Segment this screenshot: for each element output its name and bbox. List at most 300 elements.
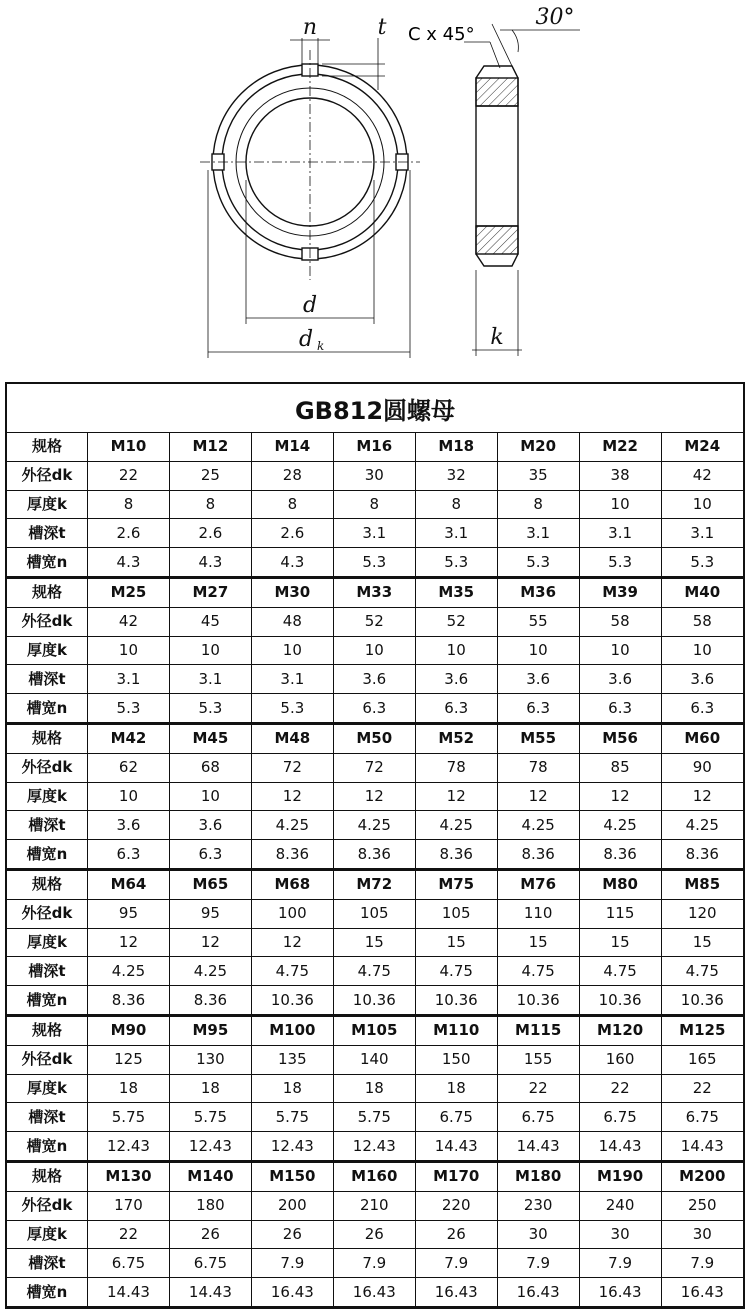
table-cell: 150 (415, 1045, 497, 1074)
row-label-slot-depth: 槽深t (7, 957, 88, 986)
table-cell: 105 (333, 899, 415, 928)
table-cell: 48 (251, 607, 333, 636)
table-cell: 180 (169, 1191, 251, 1220)
table-cell: 12 (415, 782, 497, 811)
table-cell: M55 (497, 723, 579, 753)
table-cell: 10 (579, 636, 661, 665)
table-cell: 240 (579, 1191, 661, 1220)
spec-grid (7, 433, 743, 1307)
table-cell: 5.3 (579, 548, 661, 578)
table-row (7, 1220, 743, 1249)
table-cell: 72 (333, 753, 415, 782)
table-cell: M25 (88, 577, 170, 607)
row-label-slot-depth: 槽深t (7, 519, 88, 548)
row-label-outer: 外径dk (7, 1191, 88, 1220)
table-row (7, 986, 743, 1016)
table-cell: 10 (497, 636, 579, 665)
table-row (7, 577, 743, 607)
table-cell: 22 (661, 1074, 743, 1103)
table-cell: 8.36 (251, 840, 333, 870)
table-cell: M33 (333, 577, 415, 607)
table-cell: 250 (661, 1191, 743, 1220)
row-label-slot-width: 槽宽n (7, 1278, 88, 1307)
table-row (7, 869, 743, 899)
table-row (7, 723, 743, 753)
table-cell: 68 (169, 753, 251, 782)
table-cell: 7.9 (579, 1249, 661, 1278)
table-cell: 4.75 (415, 957, 497, 986)
table-cell: 26 (169, 1220, 251, 1249)
table-cell: 6.3 (169, 840, 251, 870)
table-cell: 7.9 (333, 1249, 415, 1278)
row-label-spec: 规格 (7, 433, 88, 461)
round-nut-drawing (0, 0, 750, 380)
table-cell: M12 (169, 433, 251, 461)
table-cell: M30 (251, 577, 333, 607)
table-cell: 15 (661, 928, 743, 957)
table-cell: M18 (415, 433, 497, 461)
table-cell: 78 (415, 753, 497, 782)
table-row (7, 1161, 743, 1191)
table-row (7, 1045, 743, 1074)
table-cell: 115 (579, 899, 661, 928)
table-cell: 6.3 (88, 840, 170, 870)
table-cell: 15 (333, 928, 415, 957)
table-cell: M64 (88, 869, 170, 899)
table-cell: 5.3 (88, 694, 170, 724)
table-cell: 12.43 (251, 1132, 333, 1162)
table-row (7, 519, 743, 548)
table-cell: 125 (88, 1045, 170, 1074)
table-cell: 120 (661, 899, 743, 928)
table-cell: 58 (661, 607, 743, 636)
table-row (7, 1074, 743, 1103)
table-cell: 14.43 (579, 1132, 661, 1162)
table-cell: 3.1 (88, 665, 170, 694)
row-label-spec: 规格 (7, 577, 88, 607)
table-cell: M16 (333, 433, 415, 461)
table-cell: 10 (579, 490, 661, 519)
table-cell: M200 (661, 1161, 743, 1191)
table-cell: 22 (579, 1074, 661, 1103)
table-cell: M39 (579, 577, 661, 607)
table-row (7, 840, 743, 870)
table-cell: 100 (251, 899, 333, 928)
table-cell: 8 (169, 490, 251, 519)
table-cell: 3.1 (251, 665, 333, 694)
label-t: t (377, 15, 387, 40)
row-label-outer: 外径dk (7, 461, 88, 490)
table-cell: 5.75 (169, 1103, 251, 1132)
table-cell: 35 (497, 461, 579, 490)
table-cell: 14.43 (88, 1278, 170, 1307)
table-cell: 7.9 (661, 1249, 743, 1278)
table-cell: 5.3 (661, 548, 743, 578)
table-cell: 3.6 (497, 665, 579, 694)
table-cell: 10.36 (333, 986, 415, 1016)
table-cell: 8.36 (415, 840, 497, 870)
table-cell: M85 (661, 869, 743, 899)
row-label-slot-width: 槽宽n (7, 986, 88, 1016)
table-cell: 4.25 (497, 811, 579, 840)
table-cell: 42 (88, 607, 170, 636)
table-cell: M76 (497, 869, 579, 899)
label-d: d (302, 293, 318, 318)
table-cell: 22 (88, 1220, 170, 1249)
table-cell: 18 (333, 1074, 415, 1103)
table-cell: 5.3 (169, 694, 251, 724)
table-cell: 165 (661, 1045, 743, 1074)
row-label-thickness: 厚度k (7, 1074, 88, 1103)
table-cell: M105 (333, 1015, 415, 1045)
table-cell: 8 (415, 490, 497, 519)
side-view (464, 24, 580, 356)
table-cell: 8.36 (497, 840, 579, 870)
table-cell: 10.36 (251, 986, 333, 1016)
table-cell: 3.6 (579, 665, 661, 694)
row-label-thickness: 厚度k (7, 782, 88, 811)
table-cell: 7.9 (251, 1249, 333, 1278)
table-cell: 3.1 (661, 519, 743, 548)
table-cell: 25 (169, 461, 251, 490)
label-dk: d (298, 327, 314, 352)
table-cell: 16.43 (579, 1278, 661, 1307)
table-cell: 16.43 (251, 1278, 333, 1307)
table-cell: 4.3 (169, 548, 251, 578)
table-cell: M10 (88, 433, 170, 461)
table-cell: 10 (169, 782, 251, 811)
table-title: GB812圆螺母 (7, 384, 743, 433)
table-cell: 3.6 (661, 665, 743, 694)
table-row (7, 957, 743, 986)
table-cell: 10.36 (661, 986, 743, 1016)
table-cell: M140 (169, 1161, 251, 1191)
table-cell: 6.75 (661, 1103, 743, 1132)
row-label-slot-depth: 槽深t (7, 1249, 88, 1278)
label-n: n (302, 15, 318, 40)
table-cell: 90 (661, 753, 743, 782)
table-cell: 18 (251, 1074, 333, 1103)
table-cell: 8.36 (333, 840, 415, 870)
table-cell: 4.25 (333, 811, 415, 840)
table-cell: 5.75 (251, 1103, 333, 1132)
row-label-outer: 外径dk (7, 607, 88, 636)
label-k: k (490, 325, 504, 350)
table-cell: 3.6 (415, 665, 497, 694)
row-label-outer: 外径dk (7, 899, 88, 928)
table-cell: 14.43 (415, 1132, 497, 1162)
table-cell: 14.43 (497, 1132, 579, 1162)
table-cell: M27 (169, 577, 251, 607)
table-cell: 8 (333, 490, 415, 519)
table-row (7, 1278, 743, 1307)
table-cell: 58 (579, 607, 661, 636)
table-cell: 4.75 (497, 957, 579, 986)
table-cell: 14.43 (661, 1132, 743, 1162)
label-dk-subscript: k (317, 339, 325, 353)
table-cell: 3.1 (497, 519, 579, 548)
table-cell: 2.6 (169, 519, 251, 548)
row-label-slot-width: 槽宽n (7, 694, 88, 724)
row-label-spec: 规格 (7, 723, 88, 753)
table-cell: 12 (88, 928, 170, 957)
table-cell: 10 (251, 636, 333, 665)
table-cell: 3.1 (579, 519, 661, 548)
table-cell: 4.25 (88, 957, 170, 986)
table-cell: M24 (661, 433, 743, 461)
table-cell: 7.9 (497, 1249, 579, 1278)
table-cell: 8.36 (88, 986, 170, 1016)
row-label-spec: 规格 (7, 1161, 88, 1191)
table-cell: 4.25 (169, 957, 251, 986)
table-cell: 12 (497, 782, 579, 811)
table-cell: 3.1 (415, 519, 497, 548)
table-cell: 52 (415, 607, 497, 636)
table-cell: 10 (88, 636, 170, 665)
table-cell: M20 (497, 433, 579, 461)
row-label-slot-depth: 槽深t (7, 1103, 88, 1132)
table-cell: M56 (579, 723, 661, 753)
table-cell: 16.43 (497, 1278, 579, 1307)
table-cell: 4.25 (415, 811, 497, 840)
table-cell: M36 (497, 577, 579, 607)
table-row (7, 899, 743, 928)
table-row (7, 753, 743, 782)
table-row (7, 811, 743, 840)
table-cell: 8.36 (661, 840, 743, 870)
table-cell: 62 (88, 753, 170, 782)
table-cell: M100 (251, 1015, 333, 1045)
table-cell: 2.6 (88, 519, 170, 548)
table-cell: 38 (579, 461, 661, 490)
table-cell: 12 (333, 782, 415, 811)
table-cell: M65 (169, 869, 251, 899)
table-cell: 14.43 (169, 1278, 251, 1307)
table-cell: 10 (415, 636, 497, 665)
label-angle: 30° (535, 5, 575, 30)
table-cell: 6.75 (415, 1103, 497, 1132)
table-cell: 12 (251, 928, 333, 957)
table-cell: M190 (579, 1161, 661, 1191)
table-row (7, 1249, 743, 1278)
table-cell: 15 (497, 928, 579, 957)
row-label-thickness: 厚度k (7, 1220, 88, 1249)
row-label-outer: 外径dk (7, 753, 88, 782)
table-cell: 6.3 (661, 694, 743, 724)
table-cell: 18 (169, 1074, 251, 1103)
table-cell: M125 (661, 1015, 743, 1045)
table-cell: 18 (415, 1074, 497, 1103)
table-cell: 3.6 (169, 811, 251, 840)
table-cell: 85 (579, 753, 661, 782)
table-row (7, 490, 743, 519)
table-cell: 4.75 (333, 957, 415, 986)
table-cell: 78 (497, 753, 579, 782)
table-row (7, 548, 743, 578)
table-cell: M115 (497, 1015, 579, 1045)
table-cell: 30 (497, 1220, 579, 1249)
table-cell: 16.43 (333, 1278, 415, 1307)
table-cell: 26 (251, 1220, 333, 1249)
table-cell: 4.3 (251, 548, 333, 578)
table-cell: 26 (333, 1220, 415, 1249)
table-cell: 10.36 (579, 986, 661, 1016)
row-label-thickness: 厚度k (7, 928, 88, 957)
table-cell: 55 (497, 607, 579, 636)
table-cell: 140 (333, 1045, 415, 1074)
table-cell: M48 (251, 723, 333, 753)
table-cell: 8.36 (579, 840, 661, 870)
table-row (7, 694, 743, 724)
row-label-thickness: 厚度k (7, 636, 88, 665)
table-cell: 5.3 (497, 548, 579, 578)
table-cell: 5.3 (333, 548, 415, 578)
table-row (7, 665, 743, 694)
table-cell: 210 (333, 1191, 415, 1220)
row-label-spec: 规格 (7, 869, 88, 899)
table-cell: M80 (579, 869, 661, 899)
table-cell: 10 (333, 636, 415, 665)
table-cell: 6.3 (579, 694, 661, 724)
table-cell: 6.3 (415, 694, 497, 724)
table-cell: M130 (88, 1161, 170, 1191)
table-cell: M35 (415, 577, 497, 607)
table-cell: 6.75 (169, 1249, 251, 1278)
row-label-slot-depth: 槽深t (7, 665, 88, 694)
table-row (7, 461, 743, 490)
table-cell: 160 (579, 1045, 661, 1074)
table-cell: M45 (169, 723, 251, 753)
table-row (7, 1015, 743, 1045)
table-cell: 4.75 (579, 957, 661, 986)
table-cell: 130 (169, 1045, 251, 1074)
table-cell: 10 (661, 636, 743, 665)
table-cell: 3.6 (88, 811, 170, 840)
table-cell: 170 (88, 1191, 170, 1220)
table-cell: 4.25 (251, 811, 333, 840)
table-row (7, 1103, 743, 1132)
table-cell: 6.3 (333, 694, 415, 724)
table-cell: 5.3 (251, 694, 333, 724)
row-label-slot-depth: 槽深t (7, 811, 88, 840)
table-cell: M150 (251, 1161, 333, 1191)
row-label-thickness: 厚度k (7, 490, 88, 519)
table-cell: 18 (88, 1074, 170, 1103)
table-cell: 12.43 (169, 1132, 251, 1162)
table-cell: M42 (88, 723, 170, 753)
table-row (7, 1191, 743, 1220)
table-cell: 10 (169, 636, 251, 665)
table-cell: M90 (88, 1015, 170, 1045)
spec-table (5, 382, 745, 1309)
table-cell: 110 (497, 899, 579, 928)
table-cell: 15 (579, 928, 661, 957)
table-cell: M68 (251, 869, 333, 899)
table-cell: 135 (251, 1045, 333, 1074)
table-cell: M50 (333, 723, 415, 753)
table-cell: M95 (169, 1015, 251, 1045)
table-cell: 10.36 (497, 986, 579, 1016)
table-cell: M22 (579, 433, 661, 461)
table-cell: 10 (88, 782, 170, 811)
table-cell: 10 (661, 490, 743, 519)
table-cell: M120 (579, 1015, 661, 1045)
table-cell: M52 (415, 723, 497, 753)
table-cell: 5.3 (415, 548, 497, 578)
table-cell: 30 (333, 461, 415, 490)
table-cell: 45 (169, 607, 251, 636)
table-cell: 4.75 (661, 957, 743, 986)
table-row (7, 607, 743, 636)
table-cell: 95 (88, 899, 170, 928)
table-cell: 8 (251, 490, 333, 519)
table-cell: 3.1 (333, 519, 415, 548)
table-cell: 4.25 (661, 811, 743, 840)
table-cell: 105 (415, 899, 497, 928)
table-cell: M14 (251, 433, 333, 461)
table-cell: M160 (333, 1161, 415, 1191)
table-cell: 16.43 (415, 1278, 497, 1307)
table-cell: 22 (88, 461, 170, 490)
table-cell: 30 (579, 1220, 661, 1249)
table-cell: 220 (415, 1191, 497, 1220)
table-cell: M170 (415, 1161, 497, 1191)
row-label-outer: 外径dk (7, 1045, 88, 1074)
table-cell: 8 (497, 490, 579, 519)
table-row (7, 928, 743, 957)
row-label-spec: 规格 (7, 1015, 88, 1045)
table-cell: 42 (661, 461, 743, 490)
table-cell: 7.9 (415, 1249, 497, 1278)
table-cell: 26 (415, 1220, 497, 1249)
table-row (7, 636, 743, 665)
table-cell: 12.43 (333, 1132, 415, 1162)
table-cell: 6.75 (579, 1103, 661, 1132)
table-cell: 6.75 (88, 1249, 170, 1278)
table-cell: 8 (88, 490, 170, 519)
table-row (7, 1132, 743, 1162)
table-cell: M180 (497, 1161, 579, 1191)
table-cell: 22 (497, 1074, 579, 1103)
row-label-slot-width: 槽宽n (7, 1132, 88, 1162)
table-cell: M110 (415, 1015, 497, 1045)
table-cell: 200 (251, 1191, 333, 1220)
table-row (7, 782, 743, 811)
table-cell: M75 (415, 869, 497, 899)
table-cell: M40 (661, 577, 743, 607)
table-cell: 4.3 (88, 548, 170, 578)
table-cell: 72 (251, 753, 333, 782)
table-cell: 6.3 (497, 694, 579, 724)
table-cell: 6.75 (497, 1103, 579, 1132)
table-cell: 12 (661, 782, 743, 811)
table-cell: 4.75 (251, 957, 333, 986)
table-cell: 2.6 (251, 519, 333, 548)
table-cell: 10.36 (415, 986, 497, 1016)
table-cell: 5.75 (88, 1103, 170, 1132)
table-cell: 12 (251, 782, 333, 811)
table-cell: 155 (497, 1045, 579, 1074)
table-cell: 5.75 (333, 1103, 415, 1132)
table-cell: 12.43 (88, 1132, 170, 1162)
table-cell: 12 (169, 928, 251, 957)
table-cell: M72 (333, 869, 415, 899)
row-label-slot-width: 槽宽n (7, 548, 88, 578)
table-cell: 95 (169, 899, 251, 928)
table-cell: 12 (579, 782, 661, 811)
table-cell: 8.36 (169, 986, 251, 1016)
table-cell: 52 (333, 607, 415, 636)
